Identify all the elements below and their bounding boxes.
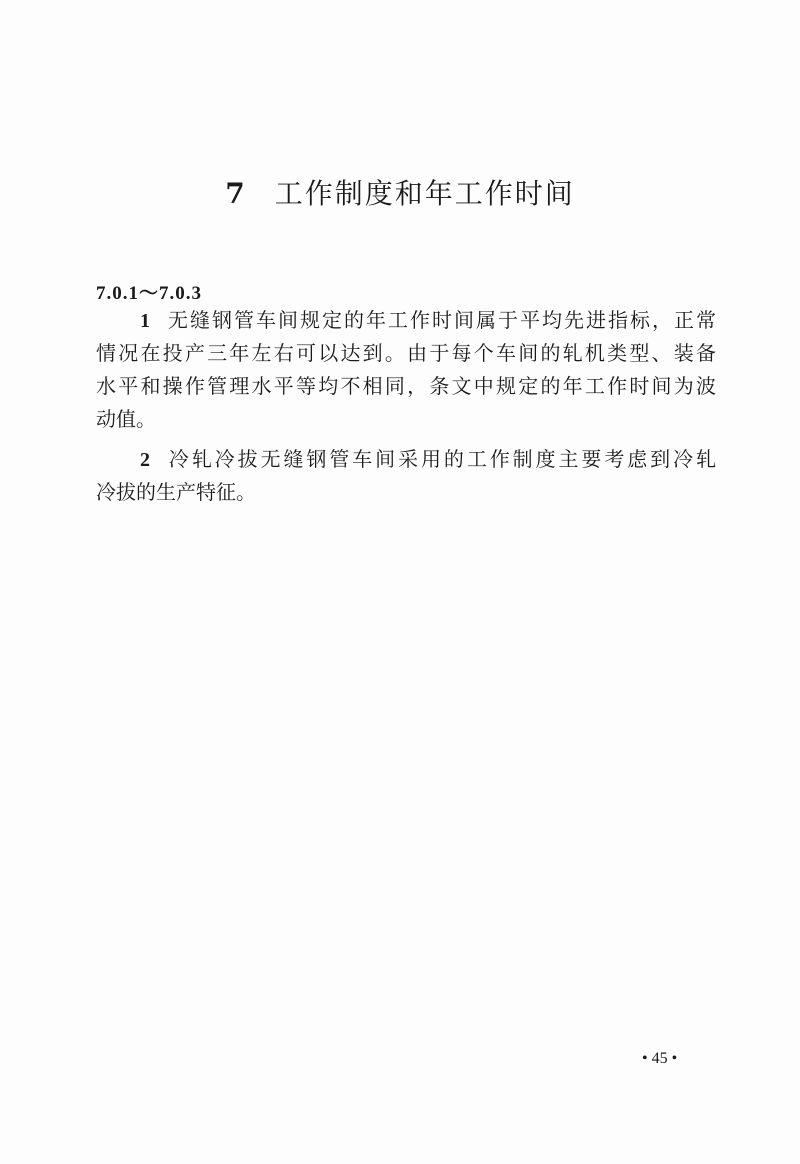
paragraph-line: 冷拔的生产特征。 xyxy=(96,480,256,504)
chapter-title xyxy=(0,172,800,212)
line-text: 无缝钢管车间规定的年工作时间属于平均先进指标，正常 xyxy=(166,308,716,332)
chapter-title-text: 工作制度和年工作时间 xyxy=(274,177,575,210)
paragraph-line: 水平和操作管理水平等均不相同，条文中规定的年工作时间为波 xyxy=(96,374,716,398)
paragraph-line: 情况在投产三年左右可以达到。由于每个车间的轧机类型、装备 xyxy=(96,341,716,365)
paragraph-2 xyxy=(96,443,716,509)
paragraph-number: 1 xyxy=(140,310,150,332)
paragraph-number: 2 xyxy=(140,449,150,471)
page-number: • 45 • xyxy=(642,1050,678,1067)
paragraph-1 xyxy=(96,304,716,436)
paragraph-line: 动值。 xyxy=(96,407,156,431)
paragraph-line xyxy=(96,443,716,476)
paragraph-line xyxy=(96,304,716,337)
line-text: 冷轧冷拔无缝钢管车间采用的工作制度主要考虑到冷轧 xyxy=(166,447,716,471)
section-heading: 7.0.1～7.0.3 xyxy=(96,283,203,304)
chapter-number: 7 xyxy=(225,177,247,210)
